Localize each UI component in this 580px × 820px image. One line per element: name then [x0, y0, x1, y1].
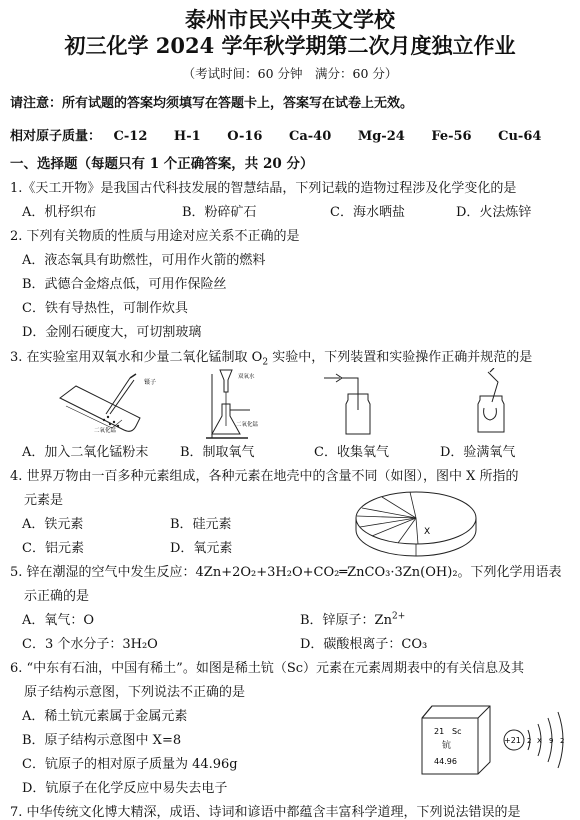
question-1-stem: 1.《天工开物》是我国古代科技发展的智慧结晶，下列记载的造物过程涉及化学变化的是 [10, 181, 517, 196]
option: A．铁元素 [22, 517, 84, 532]
option: D．钪原子在化学反应中易失去电子 [22, 781, 228, 796]
section-heading: 一、选择题（每题只有 1 个正确答案，共 20 分） [10, 156, 314, 172]
school-name: 泰州市民兴中英文学校 [185, 7, 395, 32]
question-7-stem: 7. 中华传统文化博大精深，成语、诗词和谚语中都蕴含丰富科学道理，下列说法错误的是 [10, 805, 521, 820]
question-4-stem: 4. 世界万物由一百多种元素组成，各种元素在地壳中的含量不同（如图），图中 X 所指的 [10, 469, 519, 484]
figure-test-oxygen [468, 368, 528, 440]
option-text: B．锌原子：Zn [300, 613, 392, 628]
figure-add-mno2 [52, 368, 172, 438]
option: C．3 个水分子：3H₂O [22, 637, 158, 652]
exam-info: （考试时间：60 分钟 满分：60 分） [182, 66, 398, 81]
option: C．钪原子的相对原子质量为 44.96g [22, 757, 238, 772]
element-cell [420, 704, 492, 776]
shell-electrons: 2 [560, 737, 565, 745]
subscript: 2 [262, 357, 269, 368]
shell-electrons: 9 [549, 737, 554, 745]
atomic-mass-item: Ca-40 [289, 129, 332, 144]
option: D．验满氧气 [440, 445, 516, 460]
option: B．硅元素 [170, 517, 232, 532]
atomic-mass-item: C-12 [113, 129, 148, 144]
option: B．武德合金熔点低，可用作保险丝 [22, 277, 227, 292]
atomic-number: 21 [434, 727, 445, 736]
figure-collect-oxygen [318, 370, 378, 440]
atomic-mass-item: H-1 [173, 129, 201, 144]
superscript: 2+ [391, 611, 406, 622]
element-symbol: Sc [452, 727, 462, 736]
exam-title: 初三化学 2024 学年秋学期第二次月度独立作业 [64, 33, 516, 58]
atomic-mass-item: Fe-56 [431, 129, 472, 144]
option: C．收集氧气 [314, 445, 389, 460]
element-name: 钪 [442, 741, 452, 751]
atomic-mass-label: 相对原子质量： [10, 129, 102, 144]
figure-produce-oxygen [198, 364, 268, 444]
notice: 请注意：所有试题的答案均须填写在答题卡上，答案写在试卷上无效。 [10, 96, 414, 111]
option: C．铁有导热性，可制作炊具 [22, 301, 188, 316]
stem-part: 3. 在实验室用双氧水和少量二氧化锰制取 O [10, 350, 263, 365]
shell-electrons: 2 [527, 737, 532, 745]
option: B．制取氧气 [180, 445, 255, 460]
question-4-stem-cont: 元素是 [24, 493, 64, 508]
option: B．原子结构示意图中 X=8 [22, 733, 182, 748]
figure-label: 双氧水 [238, 374, 255, 380]
pie-label-x: X [424, 527, 431, 537]
option [300, 609, 405, 628]
figure-label: 二氧化锰 [236, 422, 259, 428]
shell-electrons: X [537, 737, 542, 745]
nucleus-charge: +21 [504, 736, 521, 745]
option: D．金刚石硬度大，可切割玻璃 [22, 325, 202, 340]
crust-pie-chart [352, 486, 480, 558]
question-5-stem: 5. 锌在潮湿的空气中发生反应：4Zn+2O₂+3H₂O+CO₂═ZnCO₃·3Zn(OH)₂。下列化学用语表 [10, 565, 562, 580]
stem-part: 实验中，下列装置和实验操作正确并规范的是 [268, 350, 533, 365]
question-3-stem [10, 346, 532, 368]
option: D．碳酸根离子：CO₃ [300, 637, 428, 652]
figure-label: 二氧化锰 [94, 428, 117, 434]
option: A．液态氧具有助燃性，可用作火箭的燃料 [22, 253, 266, 268]
figure-label: 镊子 [144, 379, 157, 386]
atomic-mass-item: Mg-24 [357, 129, 405, 144]
atomic-mass: 44.96 [434, 757, 457, 766]
option: A．机杼织布 [22, 205, 97, 220]
atomic-mass-item: Cu-64 [498, 129, 542, 144]
option: A．加入二氧化锰粉末 [22, 445, 149, 460]
option: B．粉碎矿石 [182, 205, 257, 220]
option: A．氧气：O [22, 613, 95, 628]
question-6-stem: 6. “中东有石油，中国有稀土”。如图是稀土钪（Sc）元素在元素周期表中的有关信息及其 [10, 661, 525, 676]
option: D．氧元素 [170, 541, 233, 556]
question-6-stem-cont: 原子结构示意图，下列说法不正确的是 [24, 685, 246, 700]
question-5-stem-cont: 示正确的是 [24, 589, 90, 604]
option: C．海水晒盐 [330, 205, 405, 220]
atomic-mass-item: O-16 [227, 129, 263, 144]
option: A．稀土钪元素属于金属元素 [22, 709, 188, 724]
option: C．铝元素 [22, 541, 84, 556]
atom-structure-diagram [496, 700, 576, 780]
question-2-stem: 2. 下列有关物质的性质与用途对应关系不正确的是 [10, 229, 300, 244]
atomic-mass-line [10, 125, 549, 144]
option: D．火法炼锌 [456, 205, 532, 220]
